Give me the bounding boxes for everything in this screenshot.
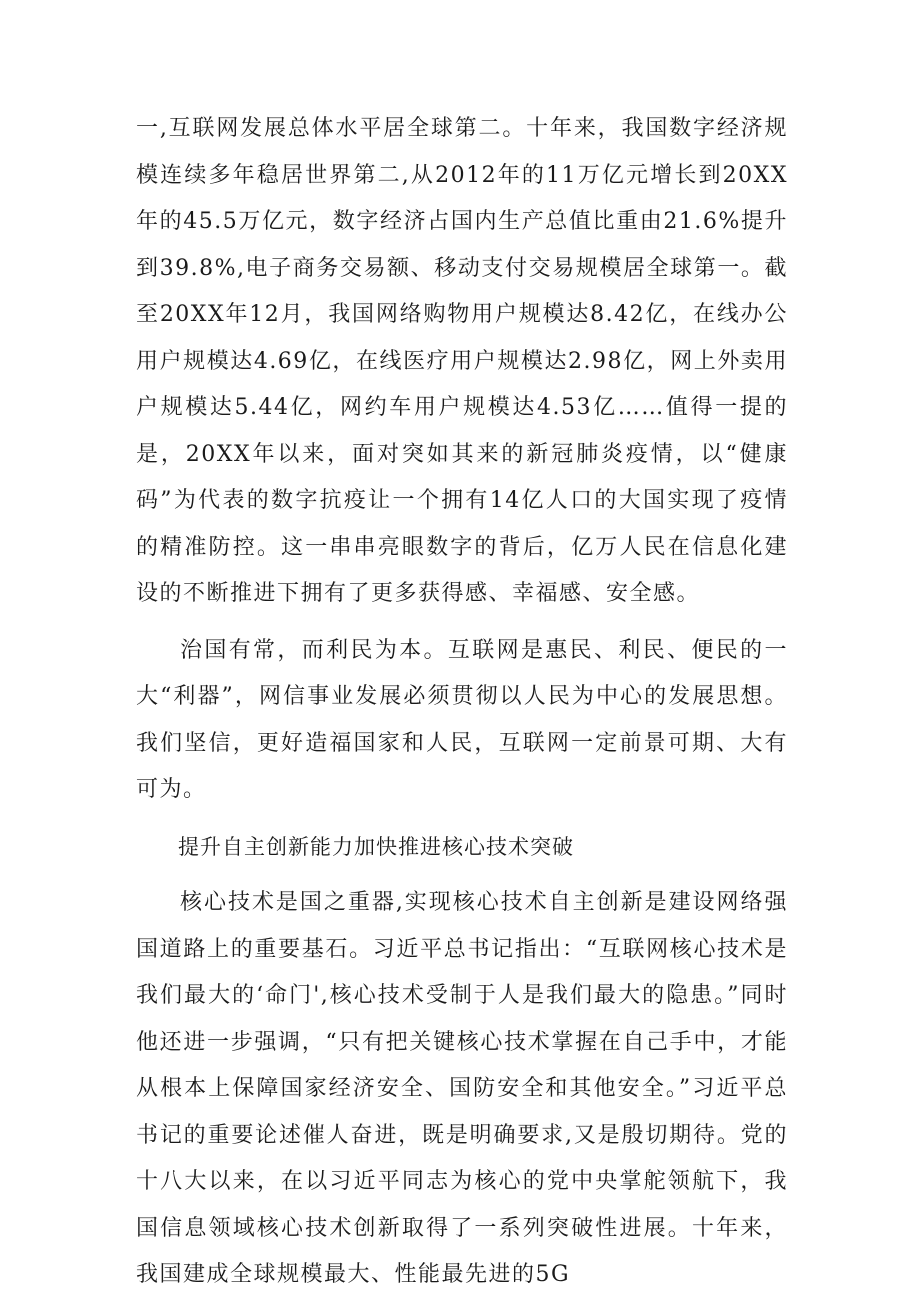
paragraph-governance: 治国有常，而利民为本。互联网是惠民、利民、便民的一大“利器”，网信事业发展必须贯彻以人民为中心的发展思想。我们坚信，更好造福国家和人民，互联网一定前景可期、大有可为。 <box>136 637 788 802</box>
document-body <box>136 106 788 1309</box>
section-heading: 提升自主创新能力加快推进核心技术突破 <box>178 834 574 859</box>
paragraph-digital-economy: 一,互联网发展总体水平居全球第二。十年来，我国数字经济规模连续多年稳居世界第二,从2012年的11万亿元增长到20XX年的45.5万亿元，数字经济占国内生产总值比重由21.6%提升到39.8%,电子商务交易额、移动支付交易规模居全球第一。截至20XX年12月，我国网络购物用户规模达8.42亿，在线办公用户规模达4.69亿，在线医疗用户规模达2.98亿，网上外卖用户规模达5.44亿，网约车用户规模达4.53亿……值得一提的是，20XX年以来，面对突如其来的新冠肺炎疫情，以“健康码”为代表的数字抗疫让一个拥有14亿人口的大国实现了疫情的精准防控。这一串串亮眼数字的背后，亿万人民在信息化建设的不断推进下拥有了更多获得感、幸福感、安全感。 <box>136 116 788 606</box>
paragraph-core-technology: 核心技术是国之重器,实现核心技术自主创新是建设网络强国道路上的重要基石。习近平总书记指出：“互联网核心技术是我们最大的‘命门',核心技术受制于人是我们最大的隐患。”同时他还进一步强调，“只有把关键核心技术掌握在自己手中，才能从根本上保障国家经济安全、国防安全和其他安全。”习近平总书记的重要论述催人奋进，既是明确要求,又是殷切期待。党的十八大以来，在以习近平同志为核心的党中央掌舵领航下，我国信息领域核心技术创新取得了一系列突破性进展。十年来，我国建成全球规模最大、性能最先进的5G <box>136 890 788 1287</box>
